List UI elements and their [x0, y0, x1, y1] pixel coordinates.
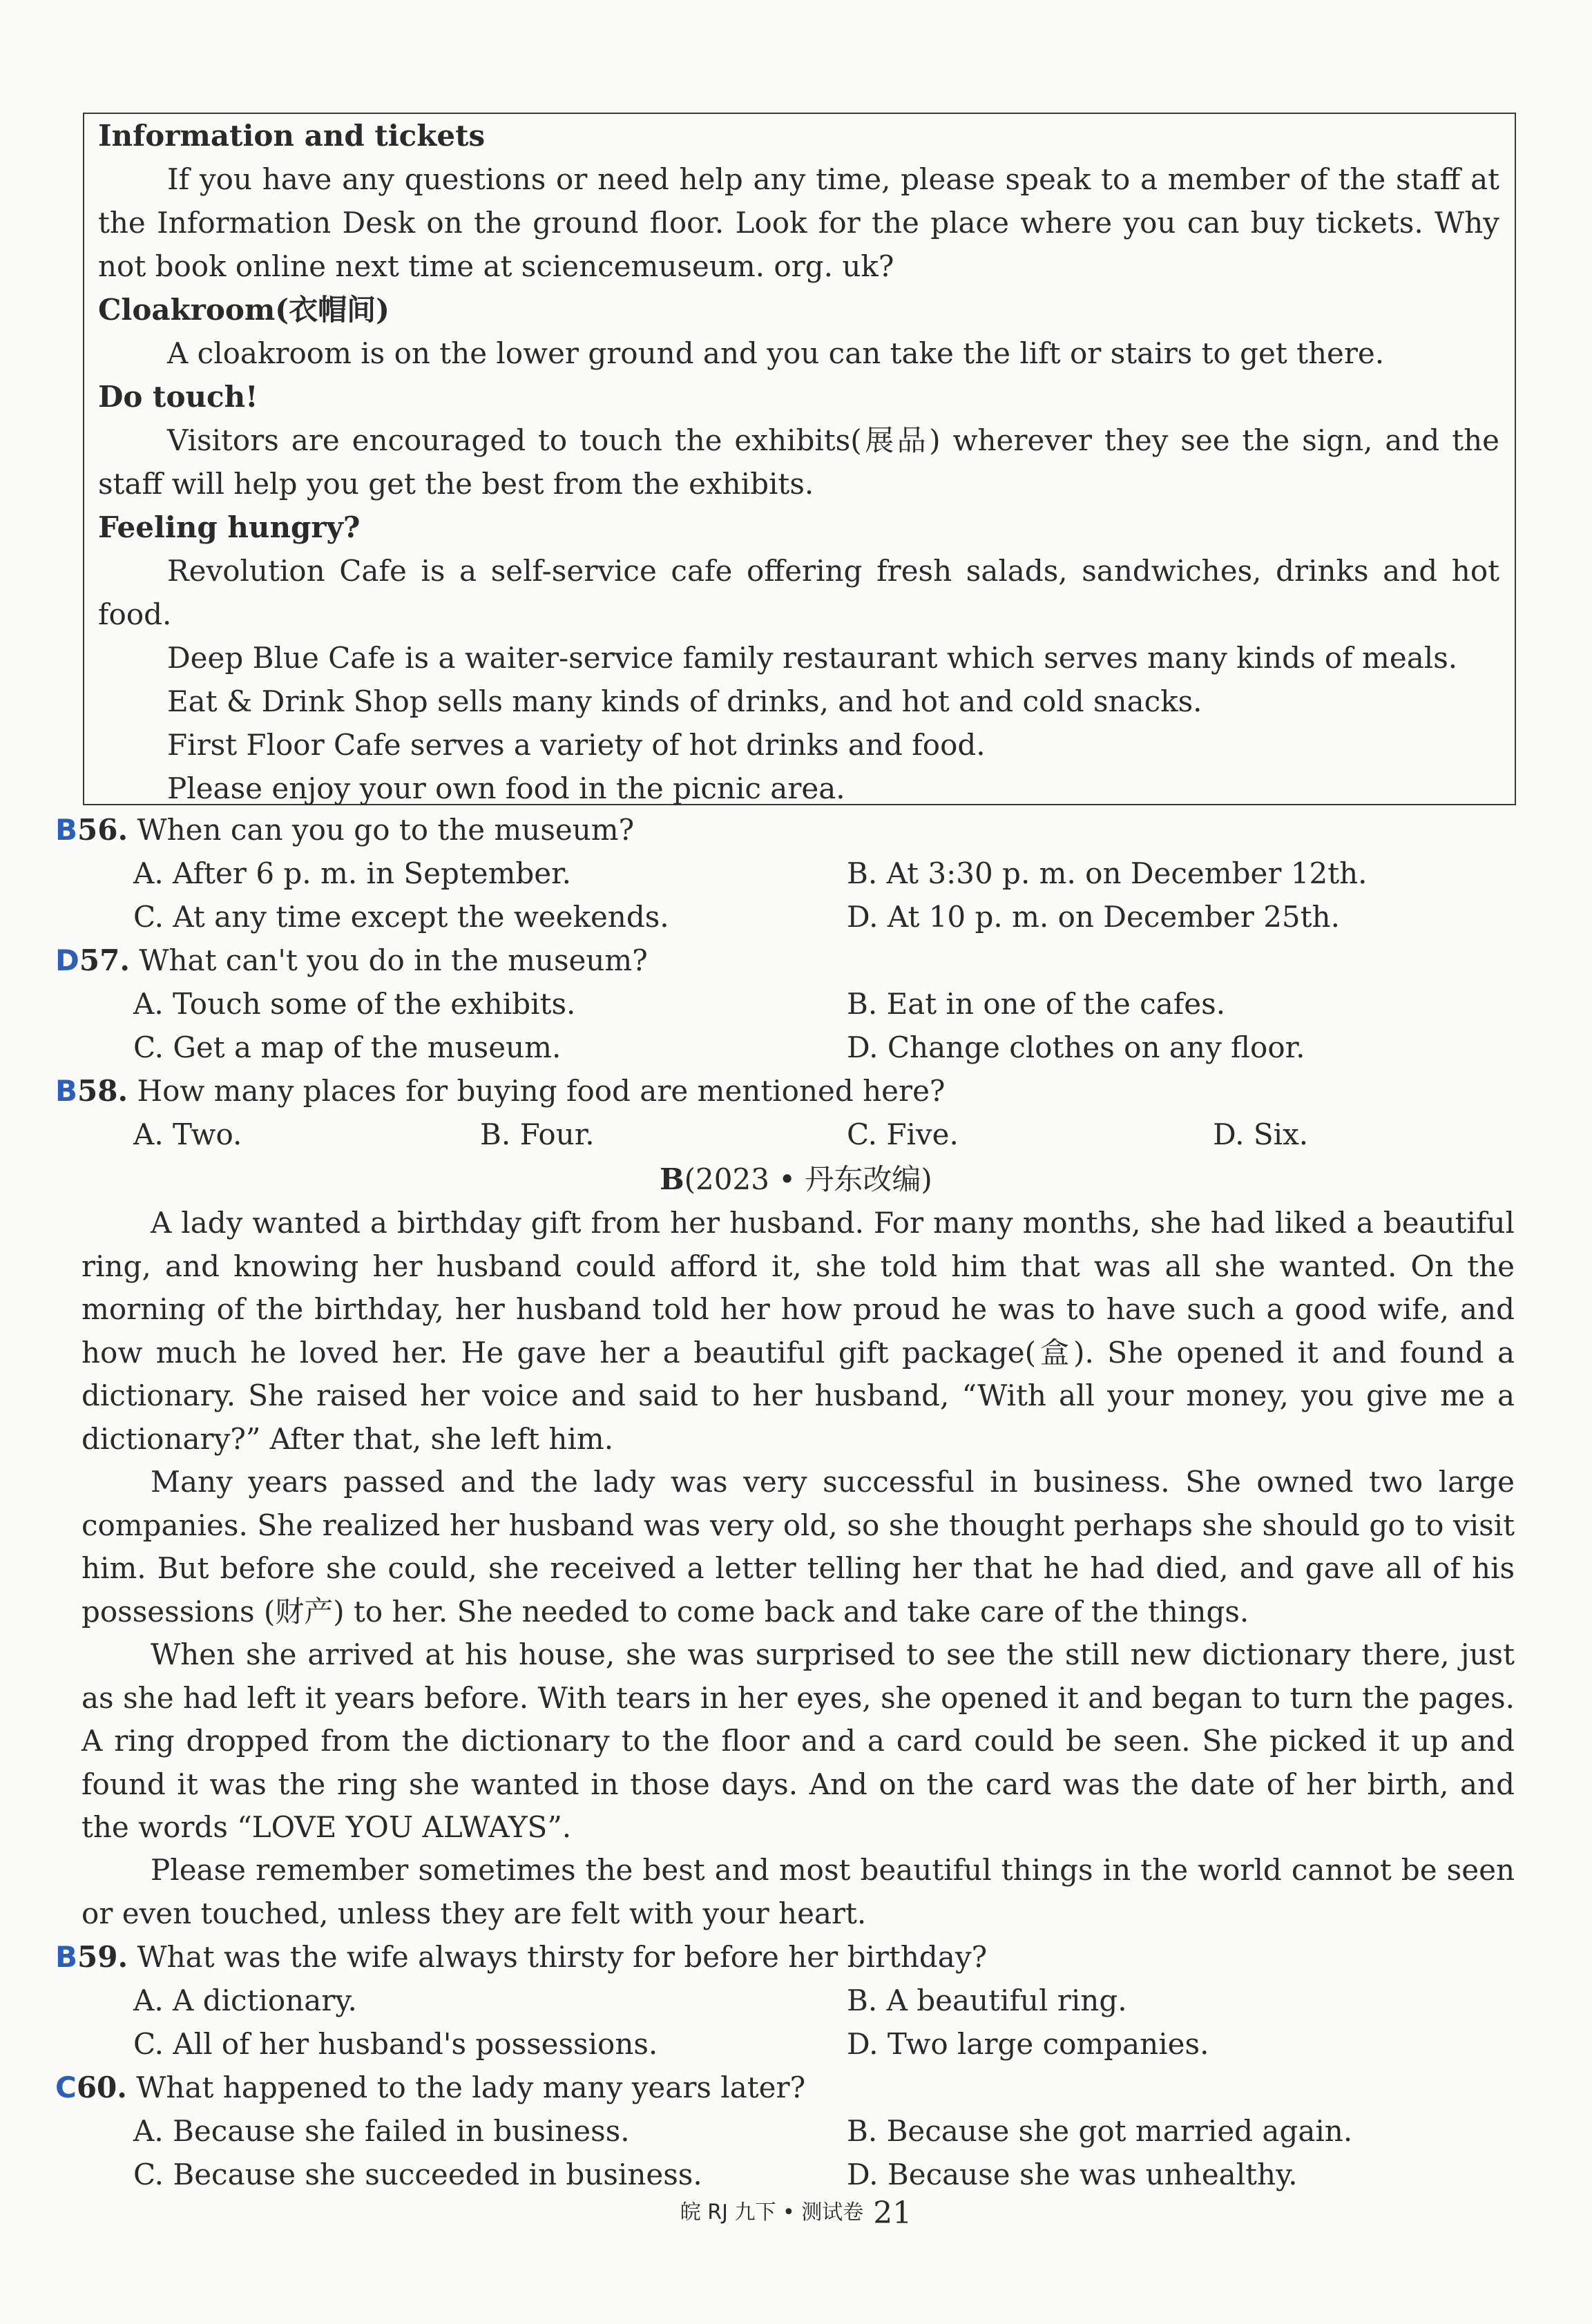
option-b: B. At 3:30 p. m. on December 12th.	[847, 856, 1368, 890]
answer-mark: B	[55, 1074, 78, 1108]
question-text: When can you go to the museum?	[137, 813, 635, 847]
answer-mark: C	[55, 2071, 77, 2104]
question-number: 57.	[79, 943, 130, 977]
option-a: A. Because she failed in business.	[133, 2114, 630, 2148]
question-number: 60.	[76, 2071, 127, 2104]
option-b: B. Eat in one of the cafes.	[847, 987, 1226, 1021]
page-number: 21	[873, 2196, 912, 2231]
question-number: 59.	[77, 1940, 128, 1974]
answer-mark: D	[55, 943, 79, 977]
heading-info-tickets: Information and tickets	[98, 119, 486, 153]
info-paragraph: If you have any questions or need help any time, please speak to a member of the staff at the Information Desk on the ground floor. Look for the place where you can buy tickets. Why not book online next time at sciencemuseum. org. uk?	[98, 162, 1499, 283]
picnic-paragraph: Please enjoy your own food in the picnic area.	[167, 771, 845, 805]
question-56	[55, 809, 634, 852]
heading-feeling-hungry: Feeling hungry?	[98, 510, 361, 544]
revolution-cafe-paragraph: Revolution Cafe is a self-service cafe offering fresh salads, sandwiches, drinks and hot food.	[98, 554, 1499, 631]
question-59	[55, 1936, 987, 1979]
answer-mark: B	[55, 1940, 78, 1974]
option-a: A. A dictionary.	[133, 1984, 357, 2017]
option-b: B. Because she got married again.	[847, 2114, 1353, 2148]
passage-paragraph-3: When she arrived at his house, she was surprised to see the still new dictionary there, just as she had left it years before. With tears in her eyes, she opened it and began to turn the pages. A ring dropped from the dictionary to the floor and a card could be seen. She picked it up and found it was the ring she wanted in those days. And on the card was the date of her birth, and the words “LOVE YOU ALWAYS”.	[81, 1638, 1515, 1844]
question-text: What happened to the lady many years later?	[136, 2071, 806, 2104]
question-text: What was the wife always thirsty for before her birthday?	[137, 1940, 988, 1974]
question-text: How many places for buying food are mentioned here?	[137, 1074, 946, 1108]
answer-mark: B	[55, 813, 78, 847]
option-d: D. Six.	[1213, 1117, 1309, 1151]
first-floor-cafe-paragraph: First Floor Cafe serves a variety of hot drinks and food.	[167, 728, 986, 762]
option-c: C. Five.	[847, 1117, 959, 1151]
option-b: B. Four.	[480, 1117, 595, 1151]
section-b-heading	[0, 1158, 1592, 1201]
section-source: (2023 • 丹东改编)	[684, 1162, 932, 1196]
option-d: D. Two large companies.	[847, 2027, 1209, 2061]
eat-drink-shop-paragraph: Eat & Drink Shop sells many kinds of drinks, and hot and cold snacks.	[167, 684, 1202, 718]
question-58	[55, 1070, 945, 1113]
question-number: 58.	[77, 1074, 128, 1108]
option-c: C. Get a map of the museum.	[133, 1030, 562, 1064]
option-a: A. Touch some of the exhibits.	[133, 987, 576, 1021]
cloakroom-paragraph: A cloakroom is on the lower ground and you can take the lift or stairs to get there.	[167, 336, 1385, 370]
option-a: A. After 6 p. m. in September.	[133, 856, 571, 890]
option-c: C. All of her husband's possessions.	[133, 2027, 658, 2061]
option-d: D. Change clothes on any floor.	[847, 1030, 1305, 1064]
option-d: D. Because she was unhealthy.	[847, 2158, 1298, 2191]
heading-cloakroom: Cloakroom(衣帽间)	[98, 293, 390, 327]
section-letter: B	[660, 1162, 684, 1196]
question-57	[55, 939, 648, 982]
museum-info-box	[83, 113, 1516, 805]
option-d: D. At 10 p. m. on December 25th.	[847, 900, 1340, 934]
option-c: C. At any time except the weekends.	[133, 900, 669, 934]
question-text: What can't you do in the museum?	[139, 943, 648, 977]
question-number: 56.	[77, 813, 128, 847]
passage-paragraph-4: Please remember sometimes the best and most beautiful things in the world cannot be seen or even touched, unless they are felt with your heart.	[81, 1853, 1515, 1930]
question-60	[55, 2066, 805, 2109]
passage-paragraph-1: A lady wanted a birthday gift from her husband. For many months, she had liked a beautiful ring, and knowing her husband could afford it, she told him that was all she wanted. On the morning of the birthday, her husband told her how proud he was to have such a good wife, and how much he loved her. He gave her a beautiful gift package(盒). She opened it and found a dictionary. She raised her voice and said to her husband, “With all your money, you give me a dictionary?” After that, she left him.	[81, 1206, 1515, 1456]
page-footer	[0, 2195, 1592, 2231]
touch-paragraph: Visitors are encouraged to touch the exhibits(展品) wherever they see the sign, and the staff will help you get the best from the exhibits.	[98, 423, 1499, 501]
footer-label: 皖 RJ 九下 • 测试卷	[680, 2200, 864, 2225]
passage-paragraph-2: Many years passed and the lady was very successful in business. She owned two large companies. She realized her husband was very old, so she thought perhaps she should go to visit him. But before she could, she received a letter telling her that he had died, and gave all of his possessions (财产) to her. She needed to come back and take care of the things.	[81, 1465, 1515, 1629]
option-a: A. Two.	[133, 1117, 242, 1151]
option-b: B. A beautiful ring.	[847, 1984, 1127, 2017]
option-c: C. Because she succeeded in business.	[133, 2158, 702, 2191]
heading-do-touch: Do touch!	[98, 380, 258, 414]
deep-blue-cafe-paragraph: Deep Blue Cafe is a waiter-service family restaurant which serves many kinds of meals.	[167, 641, 1458, 675]
